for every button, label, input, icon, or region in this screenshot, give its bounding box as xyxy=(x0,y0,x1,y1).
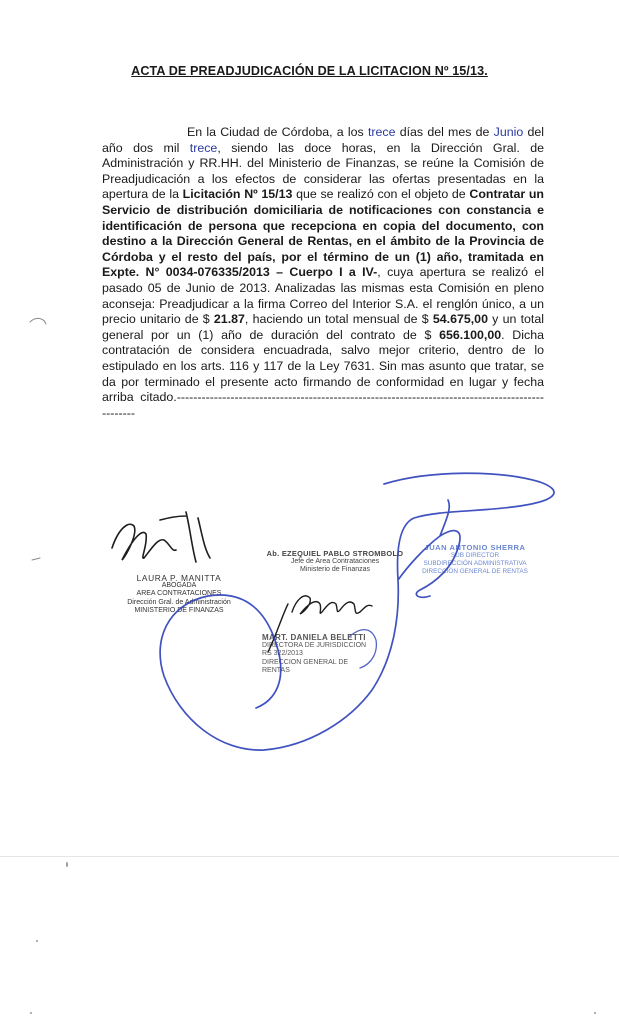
stamp-laura-manitta xyxy=(104,574,254,615)
stamp-line: Ministerio de Finanzas xyxy=(299,566,371,574)
bold-text-run: 54.675,00 xyxy=(432,312,488,327)
text-run: , siendo las doce horas, en la Dirección Gral. de Administración y RR.HH. del Ministerio de Finanzas, se reúne la Comisión de Preadjudicación a los efectos de considerar las ofertas presentadas en la apertura de la xyxy=(102,140,544,202)
text-run: . Dicha contratación de considera encuadrada, salvo mejor criterio, dentro de lo estipulado en los arts. 116 y 117 de la Ley 7631. Sin mas asunto que tratar, se da por terminado el presente acto firmando de conformidad en lugar y fecha arriba citado.- xyxy=(102,327,544,405)
stamp-ezequiel-strombolo xyxy=(260,550,410,575)
handwritten-text-run: trece xyxy=(189,140,218,155)
handwritten-text-run: trece xyxy=(367,125,396,139)
stamp-line: DIRECCIÓN GENERAL DE RENTAS xyxy=(422,568,528,575)
stamp-blue-rentas xyxy=(415,544,535,582)
signature-manitta xyxy=(112,512,210,562)
stamp-line: RS 322/2013 xyxy=(262,650,303,658)
document-title: ACTA DE PREADJUDICACIÓN DE LA LICITACION Nº 15/13. xyxy=(131,64,488,78)
handwritten-text-run: Junio xyxy=(493,125,524,139)
bold-text-run: 656.100,00 xyxy=(439,327,502,342)
text-run: , haciendo un total mensual de $ xyxy=(244,312,433,327)
bold-text-run: 21.87 xyxy=(213,312,245,327)
bold-text-run: Contratar un Servicio de distribución domiciliaria de notificaciones con constancia e identificación de persona que recepciona en copia del documento, con destino a la Dirección General de Rentas, en el ámbito de la Provincia de Córdoba y el resto del país, por el término de un (1) año, xyxy=(102,187,544,264)
stamp-line: SUB DIRECTOR xyxy=(450,552,500,559)
stamp-daniela-beletti xyxy=(262,634,372,675)
stamp-line: MINISTERIO DE FINANZAS xyxy=(134,606,224,614)
stamp-line: Jefe de Area Contrataciones xyxy=(290,558,380,566)
stamp-line: AREA CONTRATACIONES xyxy=(136,590,222,598)
text-run: del año dos mil xyxy=(102,125,544,155)
text-run: ------------------------------------------------------------------------------------------------ xyxy=(102,390,544,420)
body-paragraph xyxy=(102,125,544,420)
stamp-line: Dirección Gral. de Administración xyxy=(127,598,231,606)
document-body xyxy=(102,125,544,421)
text-run: que se realizó con el objeto de xyxy=(292,187,470,202)
stamp-name: JUAN ANTONIO SHERRA xyxy=(424,543,526,552)
text-run: y un total general por un (1) año de duración del contrato de $ xyxy=(102,312,544,342)
stamp-name: MART. DANIELA BELETTI xyxy=(262,633,366,642)
stamp-line: SUBDIRECCIÓN ADMINISTRATIVA xyxy=(423,560,527,567)
text-run: En la Ciudad de Córdoba, a los xyxy=(187,125,368,139)
stamp-name: Ab. EZEQUIEL PABLO STROMBOLO xyxy=(266,549,404,558)
margin-mark-2 xyxy=(32,558,40,560)
bold-text-run: tramitada en Expte. N° 0034-076335/2013 – Cuerpo I a IV- xyxy=(102,249,544,280)
stamp-line: DIRECTORA DE JURISDICCION xyxy=(262,642,367,650)
stamp-line: ABOGADA xyxy=(161,582,197,590)
stamp-name: LAURA P. MANITTA xyxy=(136,573,222,583)
scan-line xyxy=(0,856,619,857)
stamp-line: DIRECCION GENERAL DE RENTAS xyxy=(262,658,349,674)
margin-mark xyxy=(30,318,46,324)
text-run: , cuya apertura se realizó el pasado 05 de Junio de 2013. Analizadas las mismas esta Comisión en pleno aconseja: Preadjudicar a la firma Correo del Interior S.A. el renglón único, a un precio unitario de $ xyxy=(102,265,544,327)
text-run: días del mes de xyxy=(395,125,494,139)
bold-text-run: Licitación Nº 15/13 xyxy=(182,187,293,202)
